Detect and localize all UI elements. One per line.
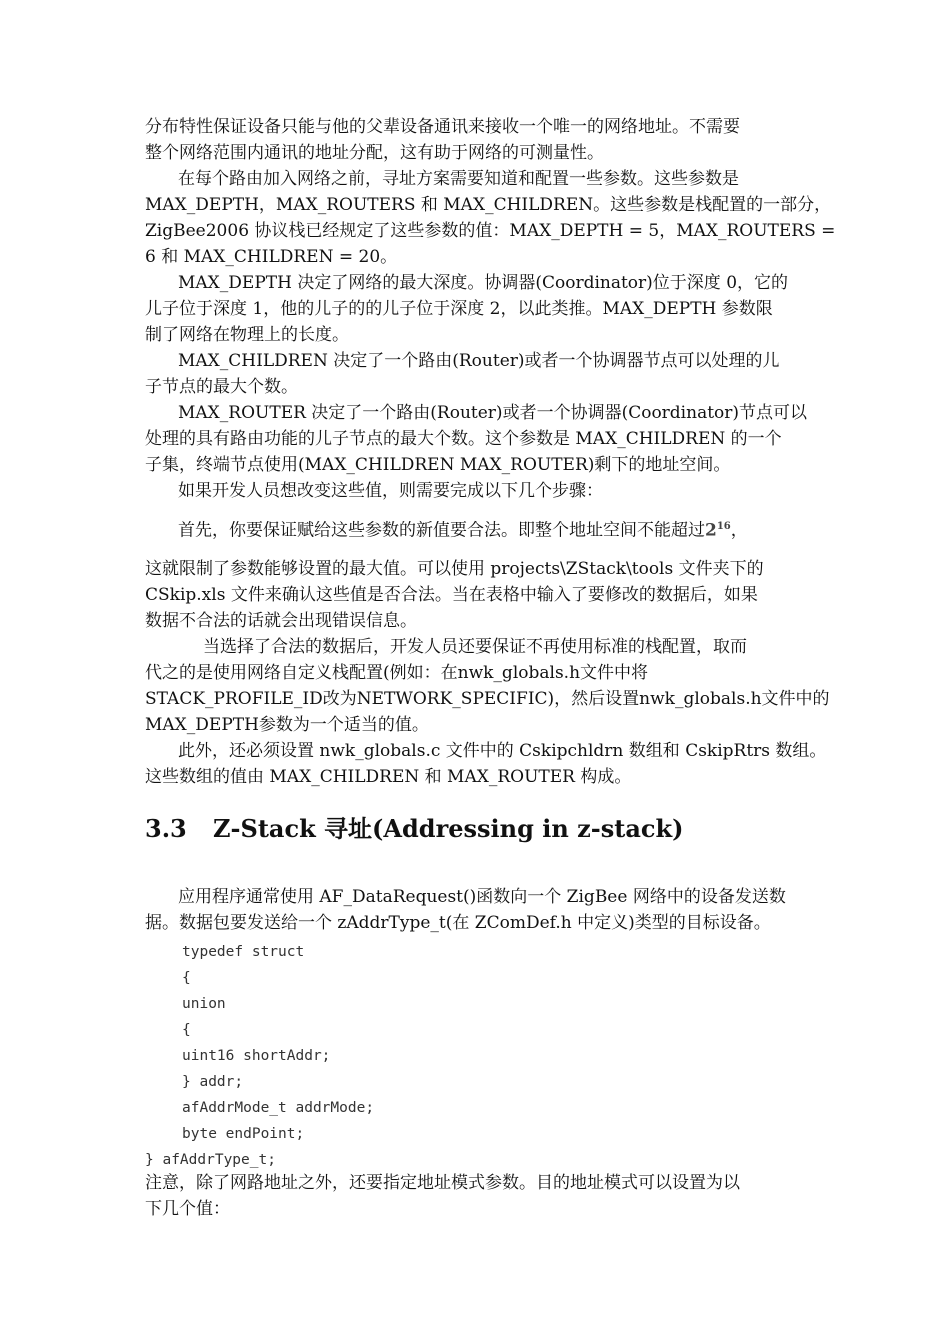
paragraph-line: MAX_DEPTH，MAX_ROUTERS 和 MAX_CHILDREN。这些参数是栈配置的一部分，	[145, 195, 832, 215]
paragraph-line: 这些数组的值由 MAX_CHILDREN 和 MAX_ROUTER 构成。	[145, 767, 632, 787]
paragraph-line: 子集，终端节点使用(MAX_CHILDREN MAX_ROUTER)剩下的地址空间。	[145, 455, 731, 475]
code-line: union	[182, 996, 226, 1012]
paragraph-line: 如果开发人员想改变这些值，则需要完成以下几个步骤：	[178, 481, 603, 501]
paragraph-line: MAX_DEPTH 决定了网络的最大深度。协调器(Coordinator)位于深度 0，它的	[178, 273, 789, 293]
section-title: Z-Stack 寻址(Addressing in z-stack)	[213, 814, 684, 843]
paragraph-line: CSkip.xls 文件来确认这些值是否合法。当在表格中输入了要修改的数据后，如果	[145, 585, 758, 605]
paragraph-line: ZigBee2006 协议栈已经规定了这些参数的值：MAX_DEPTH = 5，MAX_ROUTERS =	[145, 221, 836, 241]
section-number: 3.3	[145, 814, 187, 843]
code-line: afAddrMode_t addrMode;	[182, 1100, 375, 1116]
paragraph-line: 这就限制了参数能够设置的最大值。可以使用 projects\ZStack\tools 文件夹下的	[145, 559, 764, 579]
section-heading	[145, 814, 683, 844]
paragraph-line: 子节点的最大个数。	[145, 377, 298, 397]
paragraph-line: 分布特性保证设备只能与他的父辈设备通讯来接收一个唯一的网络地址。不需要	[145, 117, 740, 137]
paragraph-line: 应用程序通常使用 AF_DataRequest()函数向一个 ZigBee 网络中的设备发送数	[178, 887, 786, 907]
code-line: } afAddrType_t;	[145, 1152, 276, 1168]
paragraph-line: MAX_CHILDREN 决定了一个路由(Router)或者一个协调器节点可以处理的儿	[178, 351, 780, 371]
power-base: 2	[705, 520, 717, 541]
paragraph-line: 6 和 MAX_CHILDREN = 20。	[145, 247, 398, 267]
paragraph-line: 制了网络在物理上的长度。	[145, 325, 349, 345]
power-exponent: 16	[716, 521, 731, 532]
paragraph-line: 整个网络范围内通讯的地址分配，这有助于网络的可测量性。	[145, 143, 604, 163]
code-line: typedef struct	[182, 944, 305, 960]
paragraph-line: 处理的具有路由功能的儿子节点的最大个数。这个参数是 MAX_CHILDREN 的一个	[145, 429, 782, 449]
paragraph-line: 注意，除了网路地址之外，还要指定地址模式参数。目的地址模式可以设置为以	[145, 1173, 740, 1193]
paragraph-line: 在每个路由加入网络之前，寻址方案需要知道和配置一些参数。这些参数是	[178, 169, 739, 189]
paragraph-line	[178, 514, 748, 540]
code-line: {	[182, 1022, 191, 1038]
code-line: {	[182, 970, 191, 986]
paragraph-text: ，	[730, 520, 748, 541]
paragraph-line: 儿子位于深度 1，他的儿子的的儿子位于深度 2，以此类推。MAX_DEPTH 参数限	[145, 299, 773, 319]
code-line: byte endPoint;	[182, 1126, 305, 1142]
paragraph-line: 代之的是使用网络自定义栈配置(例如：在nwk_globals.h文件中将	[145, 663, 649, 683]
paragraph-text: 首先，你要保证赋给这些参数的新值要合法。即整个地址空间不能超过	[178, 520, 705, 541]
paragraph-line: 此外，还必须设置 nwk_globals.c 文件中的 Cskipchldrn 数组和 CskipRtrs 数组。	[178, 741, 827, 761]
code-line: } addr;	[182, 1074, 244, 1090]
paragraph-line: MAX_DEPTH参数为一个适当的值。	[145, 715, 429, 735]
paragraph-line: 据。数据包要发送给一个 zAddrType_t(在 ZComDef.h 中定义)类型的目标设备。	[145, 913, 771, 933]
code-line: uint16 shortAddr;	[182, 1048, 331, 1064]
paragraph-line: STACK_PROFILE_ID改为NETWORK_SPECIFIC)，然后设置nwk_globals.h文件中的	[145, 689, 830, 709]
paragraph-line: 下几个值：	[145, 1199, 230, 1219]
paragraph-line: 数据不合法的话就会出现错误信息。	[145, 611, 417, 631]
paragraph-line: 当选择了合法的数据后，开发人员还要保证不再使用标准的栈配置，取而	[203, 637, 747, 657]
paragraph-line: MAX_ROUTER 决定了一个路由(Router)或者一个协调器(Coordinator)节点可以	[178, 403, 808, 423]
